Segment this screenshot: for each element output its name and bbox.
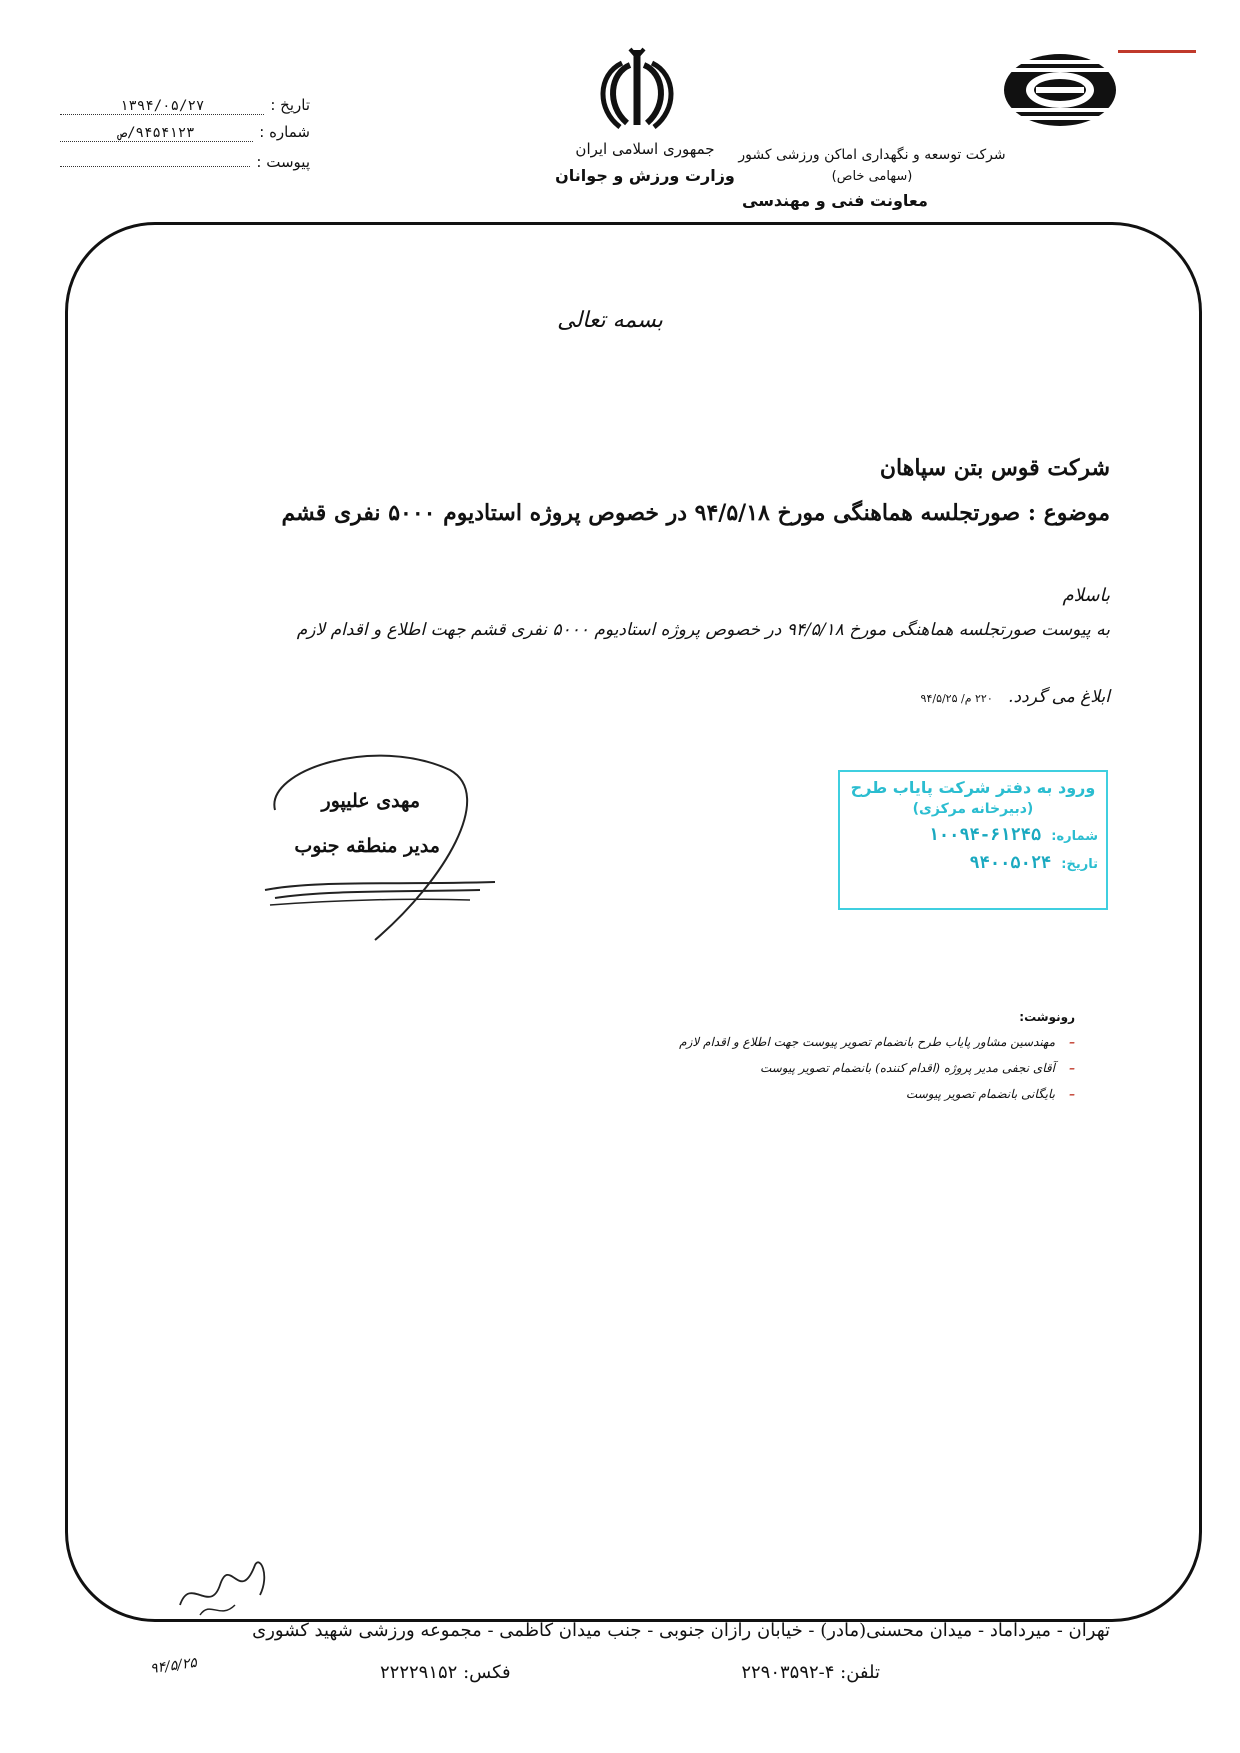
footer-address: تهران - میرداماد - میدان محسنی(مادر) - خیابان رازان جنوبی - جنب میدان کاظمی - مجموعه ورزشی شهید کشوری [252,1620,1110,1641]
date-label: تاریخ : [270,96,310,114]
receipt-stamp [838,770,1108,910]
number-row [60,123,310,142]
attachment-label: پیوست : [256,153,310,171]
phone-label: تلفن: [840,1662,880,1683]
government-heading [520,140,770,185]
cc-item [679,1061,1075,1075]
stamp-date-row [848,853,1098,873]
dash-icon: – [1069,1035,1075,1049]
stamp-date-value: ۹۴۰۰۵۰۲۴ [969,853,1052,873]
stamp-date-label: تاریخ: [1061,857,1098,872]
stamp-line-2: (دبیرخانه مرکزی) [912,801,1034,817]
org-type: (سهامی خاص) [831,168,913,184]
phone-group [741,1662,880,1683]
body-line-2 [921,687,1110,707]
ministry-name: وزارت ورزش و جوانان [555,166,735,185]
red-mark [1118,50,1196,53]
basmala: بسمه تعالی [557,308,663,333]
attachment-value [60,150,250,167]
republic-name: جمهوری اسلامی ایران [575,140,715,158]
dash-icon: – [1069,1061,1075,1075]
greeting: باسلام [1062,585,1110,606]
signer-name: مهدی علیپور [321,790,420,812]
cc-item-text: بایگانی بانضمام تصویر پیوست [905,1087,1055,1101]
letter-meta [60,96,310,179]
iran-emblem-icon [592,45,682,135]
stamp-line-1: ورود به دفتر شرکت پایاب طرح [850,778,1096,797]
recipient: شرکت قوس بتن سپاهان [879,455,1110,481]
letter-frame [65,222,1202,1622]
phone-value: ۴-۲۲۹۰۳۵۹۲ [741,1662,835,1683]
cc-title: رونوشت: [1019,1010,1075,1024]
fax-group [380,1662,511,1683]
fax-value: ۲۲۲۲۹۱۵۲ [380,1662,458,1683]
attachment-row [60,150,310,171]
cc-list [679,1035,1075,1113]
number-value: ۹۴۵۴۱۲۳/ص [60,125,253,142]
footer-contacts [380,1662,880,1683]
cc-item [679,1087,1075,1101]
body-note: ۲۲۰ م/ ۹۴/۵/۲۵ [920,692,993,705]
org-name: شرکت توسعه و نگهداری اماکن ورزشی کشور [738,147,1006,163]
signer-title: مدیر منطقه جنوب [294,835,440,857]
cc-item-text: مهندسین مشاور پایاب طرح بانضمام تصویر پیوست جهت اطلاع و اقدام لازم [679,1035,1055,1049]
cc-item-text: آقای نجفی مدیر پروژه (اقدام کننده) بانضمام تصویر پیوست [759,1061,1055,1075]
body-line-1: به پیوست صورتجلسه هماهنگی مورخ ۹۴/۵/۱۸ در خصوص پروژه استادیوم ۵۰۰۰ نفری قشم جهت اطلاع و اقدام لازم [296,620,1110,640]
fax-label: فکس: [463,1662,511,1683]
stamp-number-value: ۱۰۰۹۴-۶۱۲۴۵ [928,825,1042,845]
handwritten-date: ۹۴/۵/۲۵ [149,1654,198,1678]
body-line-2-text: ابلاغ می گردد. [1008,687,1110,707]
stamp-number-label: شماره: [1051,829,1098,844]
department: معاونت فنی و مهندسی [742,190,928,210]
concentric-stripes-logo-icon [1000,50,1120,130]
date-value: ۱۳۹۴/۰۵/۲۷ [60,98,264,115]
subject: موضوع : صورتجلسه هماهنگی مورخ ۹۴/۵/۱۸ در خصوص پروژه استادیوم ۵۰۰۰ نفری قشم [281,500,1110,526]
date-row [60,96,310,115]
cc-item [679,1035,1075,1049]
dash-icon: – [1069,1087,1075,1101]
number-label: شماره : [259,123,310,141]
stamp-number-row [848,825,1098,845]
